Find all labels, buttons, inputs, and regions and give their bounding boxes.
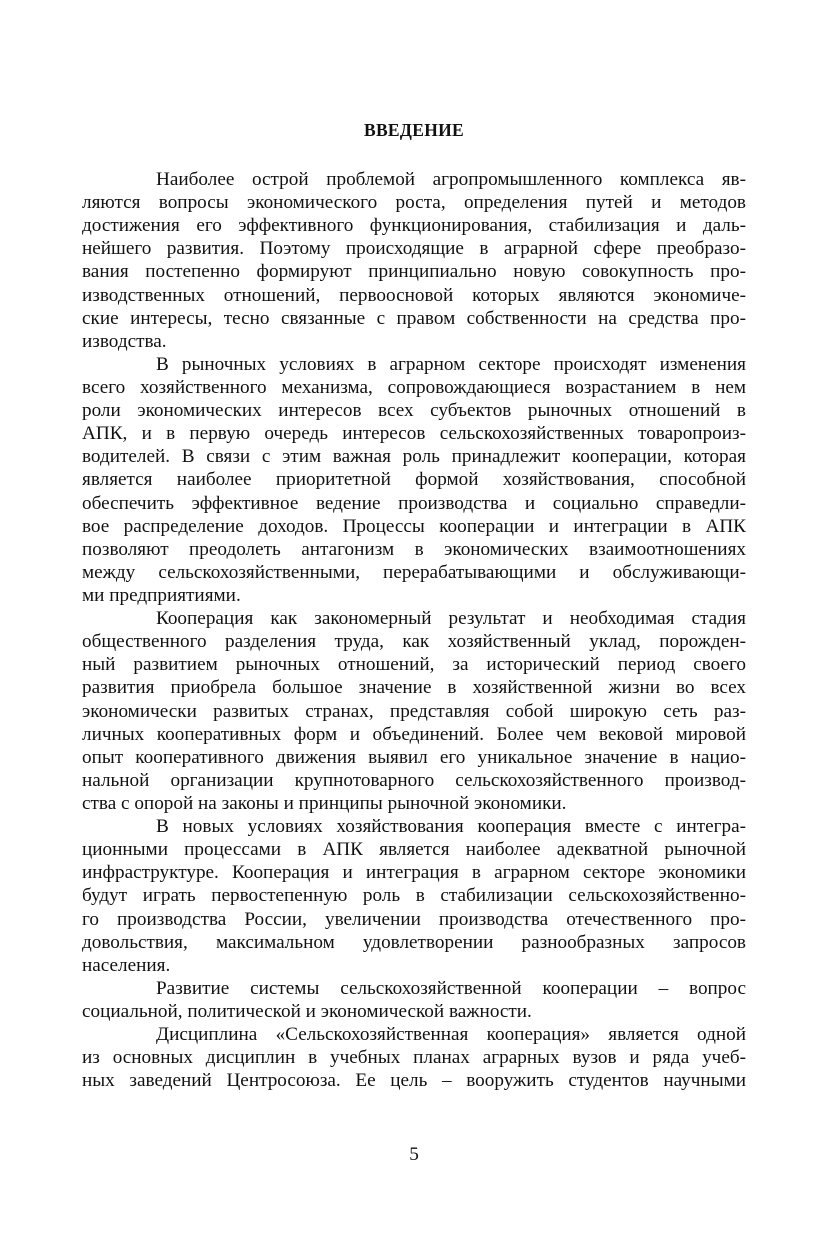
paragraph-1 [82,168,746,353]
text-line: ный развитием рыночных отношений, за исторический период своего [82,654,746,676]
text-line: ных заведений Центросоюза. Ее цель – вооружить студентов научными [82,1070,746,1092]
paragraph-4 [82,815,746,977]
text-line: из основных дисциплин в учебных планах аграрных вузов и ряда учеб- [82,1047,746,1069]
text-line: является наиболее приоритетной формой хозяйствования, способной [82,469,746,491]
text-line: АПК, и в первую очередь интересов сельскохозяйственных товаропроиз- [82,423,746,445]
text-line: ционными процессами в АПК является наиболее адекватной рыночной [82,839,746,861]
paragraph-5 [82,977,746,1023]
text-line: нальной организации крупнотоварного сельскохозяйственного производ- [82,769,746,791]
text-line: инфраструктуре. Кооперация и интеграция в аграрном секторе экономики [82,862,746,884]
text-line: обеспечить эффективное ведение производства и социально справедли- [82,492,746,514]
text-line: В новых условиях хозяйствования кооперация вместе с интегра- [156,816,746,838]
paragraph-2 [82,353,746,607]
text-line: ляются вопросы экономического роста, определения путей и методов [82,192,746,214]
text-line: вое распределение доходов. Процессы кооперации и интеграции в АПК [82,515,746,537]
page-title: ВВЕДЕНИЕ [363,120,465,140]
text-line: всего хозяйственного механизма, сопровождающиеся возрастанием в нем [82,376,746,398]
text-line: развития приобрела большое значение в хозяйственной жизни во всех [82,677,746,699]
text-line: между сельскохозяйственными, перерабатывающими и обслуживающи- [82,561,746,583]
text-line: ские интересы, тесно связанные с правом собственности на средства про- [82,307,746,329]
text-line: водителей. В связи с этим важная роль принадлежит кооперации, которая [82,446,746,468]
text-line: Кооперация как закономерный результат и необходимая стадия [156,608,746,630]
text-line: нейшего развития. Поэтому происходящие в аграрной сфере преобразо- [82,238,746,260]
text-line: изводства. [82,330,167,352]
text-line: роли экономических интересов всех субъектов рыночных отношений в [82,400,746,422]
text-line: общественного разделения труда, как хозяйственный уклад, порожден- [82,631,746,653]
text-line: довольствия, максимальном удовлетворении разнообразных запросов [82,931,746,953]
text-line: изводственных отношений, первоосновой которых являются экономиче- [82,284,746,306]
text-line: будут играть первостепенную роль в стабилизации сельскохозяйственно- [82,885,746,907]
text-line: личных кооперативных форм и объединений. Более чем вековой мировой [82,723,746,745]
text-line: населения. [82,954,171,976]
text-line: экономически развитых странах, представляя собой широкую сеть раз- [82,700,746,722]
text-line: В рыночных условиях в аграрном секторе происходят изменения [156,353,746,375]
text-line: ми предприятиями. [82,584,241,606]
page-number: 5 [409,1144,419,1165]
text-line: социальной, политической и экономической важности. [82,1000,532,1022]
text-line: ства с опорой на законы и принципы рыночной экономики. [82,792,567,814]
text-line: вания постепенно формируют принципиально новую совокупность про- [82,261,746,283]
text-line: Развитие системы сельскохозяйственной кооперации – вопрос [156,977,746,999]
paragraph-3 [82,607,746,815]
text-line: го производства России, увеличении производства отечественного про- [82,908,746,930]
text-line: опыт кооперативного движения выявил его уникальное значение в нацио- [82,746,746,768]
text-line: Дисциплина «Сельскохозяйственная кооперация» является одной [156,1024,746,1046]
text-line: Наиболее острой проблемой агропромышленного комплекса яв- [156,169,746,190]
text-line: достижения его эффективного функционирования, стабилизация и даль- [82,215,746,237]
paragraph-6 [82,1023,746,1092]
body-text [82,168,746,1092]
text-line: позволяют преодолеть антагонизм в экономических взаимоотношениях [82,538,746,560]
